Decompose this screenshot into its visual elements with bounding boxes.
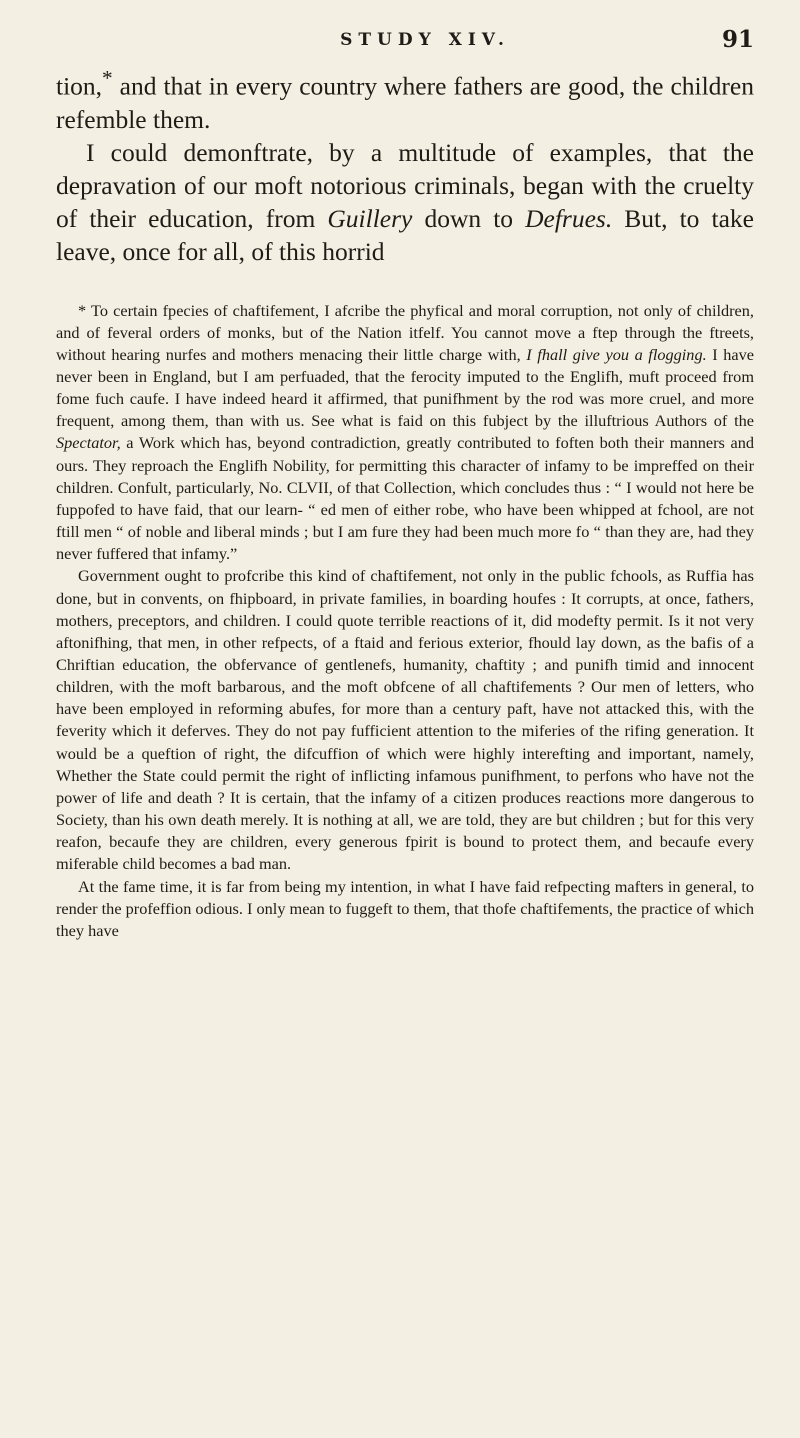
- text-run: * To certain fpecies of chaftifement, I afcribe the phyfical and moral corruption, not only of children, and of feveral orders of monks, but of the Nation itfelf. You cannot move a ftep through the ftreets, without hearing nurfes and mothers menacing their little charge with,: [56, 300, 754, 364]
- footnote-marker: *: [102, 66, 113, 90]
- text-run: But, to take leave, once for all, of this horrid: [56, 203, 754, 266]
- text-run: down to: [412, 203, 526, 233]
- italic-quote: I fhall give you a flogging.: [526, 344, 707, 364]
- text-run: and that in every country where fathers are good, the children refemble them.: [56, 71, 754, 134]
- footnote-block: [56, 300, 754, 943]
- footnote-paragraph: At the fame time, it is far from being my intention, in what I have faid refpecting mafters in general, to render the profeffion odious. I only mean to fuggeft to them, that thofe chaftifements, the practice of which they have: [56, 876, 754, 940]
- text-run: tion,: [56, 71, 103, 101]
- text-run: a Work which has, beyond contradiction, greatly contributed to foften both their manners and ours. They reproach the Englifh Nobility, for permitting this character of infamy to be impreffed on their children. Confult, particularly, No. CLVII, of that Collection, which concludes thus : “ I would not here be fuppofed to have faid, that our learn- “ ed men of either robe, who have been whipped at fchool, are not ftill men “ of noble and liberal minds ; but I am fure they had been much more fo “ than they are, had they never fuffered that infamy.”: [56, 433, 754, 564]
- text-run: I could demonftrate, by a multitude of examples, that the depravation of our moft notorious criminals, began with the cruelty of their education, from: [56, 137, 754, 233]
- running-head: STUDY XIV.: [340, 30, 510, 50]
- italic-name-defrues: Defrues.: [525, 203, 613, 233]
- text-run: I have never been in England, but I am perfuaded, that the ferocity imputed to the Englifh, muft proceed from fome fuch caufe. I have indeed heard it affirmed, that punifhment by the rod was more cruel, and more frequent, among them, than with us. See what is faid on this fubject by the illuftrious Authors of the: [56, 344, 755, 431]
- italic-title-spectator: Spectator,: [56, 433, 121, 453]
- footnote-paragraph: Government ought to profcribe this kind of chaftifement, not only in the public fchools, as Ruffia has done, but in convents, on fhipboard, in private families, in boarding houfes : It corrupts, at once, fathers, mothers, preceptors, and children. I could quote terrible reactions of it, did modefty permit. Is it not very aftonifhing, that men, in other refpects, of a ftaid and ferious exterior, fhould lay down, as the bafis of a Chriftian education, the obfervance of gentlenefs, humanity, chaftity ; and punifh timid and innocent children, with the moft barbarous, and the moft obfcene of all chaftifements ? Our men of letters, who have been employed in reforming abufes, for more than a century paft, have not attacked this, with the feverity which it deferves. They do not pay fufficient attention to the miferies of the rifing generation. It would be a queftion of right, the difcuffion of which were highly interefting and important, namely, Whether the State could permit the right of inflicting infamous punifhment, to perfons who have not the power of life and death ? It is certain, that the infamy of a citizen produces reactions more dangerous to Society, than his own death merely. It is nothing at all, we are told, they are but children ; but for this very reafon, becaufe they are children, every generous fpirit is bound to protect them, and becaufe every miferable child becomes a bad man.: [56, 566, 754, 874]
- footnote-paragraph: [56, 300, 754, 566]
- page-header: [56, 0, 754, 56]
- page-number: 91: [721, 26, 754, 53]
- italic-name-guillery: Guillery: [327, 203, 413, 233]
- paragraph: [56, 136, 754, 268]
- main-text: [56, 62, 754, 268]
- paragraph-continuation: [56, 62, 754, 136]
